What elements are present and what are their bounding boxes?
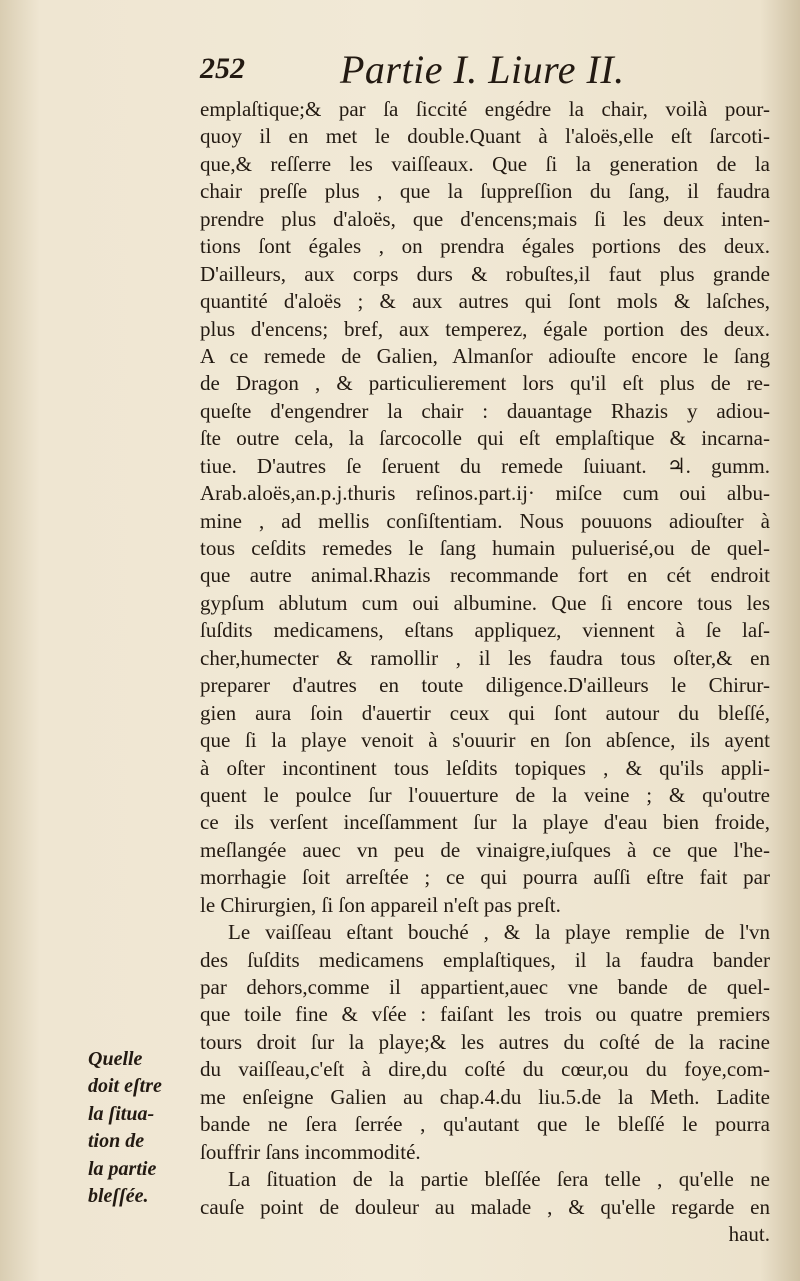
running-title: Partie I. Liure II. [340, 47, 625, 92]
text-line: par dehors,comme il appartient,auec vne bande de quel- [200, 975, 770, 999]
text-line: haut. [728, 1221, 770, 1246]
margin-note-line: Quelle [88, 1048, 143, 1070]
text-line: des ſuſdits medicamens emplaſtiques, il la faudra bander [200, 947, 770, 972]
text-line: gypſum ablutum cum oui albumine. Que ſi encore tous les [200, 590, 770, 615]
margin-note [88, 1046, 188, 1210]
text-line: Arab.aloës,an.p.j.thuris reſinos.part.ij· miſce cum oui albu- [200, 481, 770, 506]
text-line: meſlangée auec vn peu de vinaigre,iuſques à ce que l'he- [200, 837, 770, 862]
text-line: tours droit ſur la playe;& les autres du coſté de la racine [200, 1029, 770, 1054]
text-line: La ſituation de la partie bleſſée ſera telle , qu'elle ne [228, 1167, 770, 1192]
text-line: cher,humecter & ramollir , il les faudra tous oſter,& en [200, 645, 770, 670]
main-text [200, 96, 770, 1248]
text-line: ſte outre cela, la ſarcocolle qui eſt emplaſtique & incarna- [200, 426, 770, 451]
text-line: gien aura ſoin d'auertir ceux qui ſont autour du bleſſé, [200, 700, 770, 725]
text-line: emplaſtique;& par ſa ſiccité engédre la chair, voilà pour- [200, 97, 770, 121]
text-line: quoy il en met le double.Quant à l'aloës,elle eſt ſarcoti- [200, 124, 770, 149]
text-line: me enſeigne Galien au chap.4.du liu.5.de la Meth. Ladite [200, 1084, 770, 1109]
text-line: ce ils verſent inceſſamment ſur la playe d'eau bien froide, [200, 810, 770, 835]
text-line: que toile fine & vſée : faiſant les trois ou quatre premiers [200, 1002, 770, 1027]
text-line: prendre plus d'aloës, que d'encens;mais ſi les deux inten- [200, 206, 770, 231]
text-line: Le vaiſſeau eſtant bouché , & la playe remplie de l'vn [228, 920, 770, 945]
text-line: que ſi la playe venoit à s'ouurir en ſon abſence, ils ayent [200, 728, 770, 753]
margin-note-line: bleſſée. [88, 1185, 149, 1208]
text-line: morrhagie ſoit arreſtée ; ce qui pourra auſſi eſtre fait par [200, 865, 770, 890]
text-line: quantité d'aloës ; & aux autres qui ſont mols & laſches, [200, 289, 770, 314]
text-line: du vaiſſeau,c'eſt à dire,du coſté du cœur,ou du foye,com- [200, 1057, 770, 1082]
text-line: tiue. D'autres ſe ſeruent du remede ſuiuant. ♃. gumm. [200, 453, 770, 478]
text-line: tous ceſdits remedes le ſang humain puluerisé,ou de quel- [200, 536, 770, 560]
text-line: A ce remede de Galien, Almanſor adiouſte encore le ſang [200, 343, 770, 368]
margin-note-line: la ſitua- [88, 1102, 155, 1125]
text-line: cauſe point de douleur au malade , & qu'elle regarde en [200, 1194, 770, 1219]
page-number: 252 [200, 52, 245, 85]
text-line: preparer d'autres en toute diligence.D'ailleurs le Chirur- [200, 673, 770, 698]
margin-note-line: la partie [88, 1157, 157, 1180]
text-line: de Dragon , & particulierement lors qu'il eſt plus de re- [200, 371, 770, 396]
text-line: bande ne ſera ſerrée , qu'autant que le bleſſé le pourra [200, 1112, 770, 1137]
text-line: que,& reſſerre les vaiſſeaux. Que ſi la generation de la [200, 151, 770, 176]
text-line: mine , ad mellis conſiſtentiam. Nous pouuons adiouſter à [200, 508, 770, 533]
text-line: à oſter incontinent tous leſdits topiques , & qu'ils appli- [200, 755, 770, 780]
text-line: le Chirurgien, ſi ſon appareil n'eſt pas preſt. [200, 892, 561, 917]
margin-note-line: doit eſtre [88, 1075, 162, 1098]
page-header [200, 44, 640, 100]
text-line: que autre animal.Rhazis recommande fort en cét endroit [200, 563, 770, 588]
text-line: chair preſſe plus , que la ſuppreſſion du ſang, il faudra [200, 179, 770, 204]
text-line: tions ſont égales , on prendra égales portions des deux. [200, 234, 770, 259]
margin-note-line: tion de [88, 1130, 145, 1153]
text-line: quent le poulce ſur l'ouuerture de la veine ; & qu'outre [200, 782, 770, 807]
text-line: ſuſdits medicamens, eſtans appliquez, viennent à ſe laſ- [200, 618, 770, 643]
text-line: ſouffrir ſans incommodité. [200, 1139, 421, 1164]
text-line: D'ailleurs, aux corps durs & robuſtes,il faut plus grande [200, 261, 770, 286]
text-line: queſte d'engendrer la chair : dauantage Rhazis y adiou- [200, 398, 770, 423]
text-line: plus d'encens; bref, aux temperez, égale portion des deux. [200, 316, 770, 341]
